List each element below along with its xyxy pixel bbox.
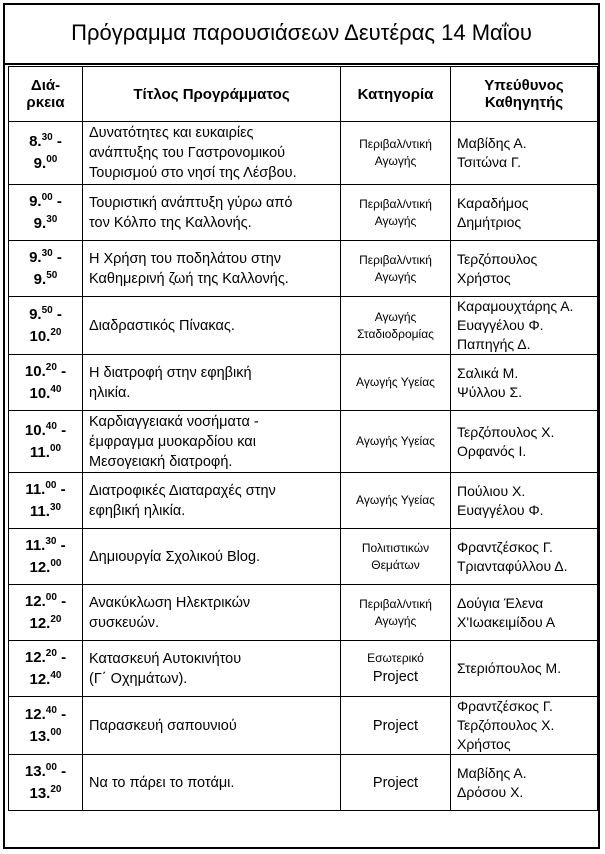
program-title-cell: Να το πάρει το ποτάμι. xyxy=(83,755,341,811)
time-cell xyxy=(9,585,83,641)
header-category: Κατηγορία xyxy=(341,67,451,122)
end-time: 13.20 xyxy=(29,783,62,802)
time-cell xyxy=(9,755,83,811)
start-time: 12.40 - xyxy=(24,704,67,723)
category-cell: Αγωγής Σταδιοδρομίας xyxy=(341,297,451,355)
time-cell xyxy=(9,297,83,355)
end-time: 12.00 xyxy=(29,557,62,576)
start-time: 10.40 - xyxy=(24,420,67,439)
responsible-cell: Μαβίδης Α. Δρόσου Χ. xyxy=(451,755,598,811)
start-time: 9.30 - xyxy=(29,247,62,266)
program-title-cell: Δημιουργία Σχολικού Blog. xyxy=(83,529,341,585)
start-time: 10.20 - xyxy=(24,361,67,380)
table-row xyxy=(9,641,598,697)
program-title-cell: Διαδραστικός Πίνακας. xyxy=(83,297,341,355)
time-cell xyxy=(9,697,83,755)
table-header-row xyxy=(9,67,598,122)
category-cell: Αγωγής Υγείας xyxy=(341,411,451,473)
time-cell xyxy=(9,241,83,297)
end-time: 11.30 xyxy=(29,501,62,520)
time-cell xyxy=(9,122,83,185)
table-row xyxy=(9,755,598,811)
responsible-cell: Δούγια Έλενα Χ'Ιωακειμίδου Α xyxy=(451,585,598,641)
time-cell xyxy=(9,355,83,411)
time-cell xyxy=(9,473,83,529)
responsible-cell: Καραδήμος Δημήτριος xyxy=(451,185,598,241)
end-time: 9.50 xyxy=(33,269,58,288)
start-time: 8.30 - xyxy=(29,132,62,150)
start-time: 9.50 - xyxy=(29,304,62,323)
responsible-cell: Καραμουχτάρης Α. Ευαγγέλου Φ. Παπηγής Δ. xyxy=(451,297,598,355)
responsible-cell: Τερζόπουλος Χ. Ορφανός Ι. xyxy=(451,411,598,473)
page-title: Πρόγραμμα παρουσιάσεων Δευτέρας 14 Μαΐου xyxy=(3,3,600,65)
end-time: 9.00 xyxy=(33,154,58,172)
time-cell xyxy=(9,185,83,241)
time-cell xyxy=(9,411,83,473)
table-row xyxy=(9,241,598,297)
end-time: 10.20 xyxy=(29,326,62,345)
category-cell: Περιβαλ/ντική Αγωγής xyxy=(341,241,451,297)
category-cell: Project xyxy=(341,755,451,811)
category-cell: Περιβαλ/ντική Αγωγής xyxy=(341,122,451,185)
start-time: 11.30 - xyxy=(25,535,66,554)
table-row xyxy=(9,697,598,755)
program-title-cell: Η Χρήση του ποδηλάτου στην Καθημερινή ζωή της Καλλονής. xyxy=(83,241,341,297)
category-cell: Εσωτερικό Project xyxy=(341,641,451,697)
start-time: 11.00 - xyxy=(25,479,66,498)
responsible-cell: Σαλικά Μ. Ψύλλου Σ. xyxy=(451,355,598,411)
program-title-cell: Παρασκευή σαπουνιού xyxy=(83,697,341,755)
category-cell: Περιβαλ/ντική Αγωγής xyxy=(341,185,451,241)
end-time: 12.20 xyxy=(29,613,62,632)
table-row xyxy=(9,585,598,641)
category-cell: Περιβαλ/ντική Αγωγής xyxy=(341,585,451,641)
responsible-cell: Μαβίδης Α. Τσιτώνα Γ. xyxy=(451,122,598,185)
program-title-cell: Καρδιαγγειακά νοσήματα - έμφραγμα μυοκαρδίου και Μεσογειακή διατροφή. xyxy=(83,411,341,473)
responsible-cell: Τερζόπουλος Χρήστος xyxy=(451,241,598,297)
header-duration: Διά- ρκεια xyxy=(9,67,83,122)
end-time: 13.00 xyxy=(29,726,62,745)
start-time: 13.00 - xyxy=(24,761,67,780)
program-title-cell: Δυνατότητες και ευκαιρίες ανάπτυξης του Γαστρονομικού Τουρισμού στο νησί της Λέσβου. xyxy=(83,122,341,185)
category-cell: Αγωγής Υγείας xyxy=(341,355,451,411)
header-responsible: Υπεύθυνος Καθηγητής xyxy=(451,67,598,122)
table-row xyxy=(9,355,598,411)
table-row xyxy=(9,122,598,185)
table-row xyxy=(9,529,598,585)
time-cell xyxy=(9,529,83,585)
program-title-cell: Ανακύκλωση Ηλεκτρικών συσκευών. xyxy=(83,585,341,641)
table-row xyxy=(9,185,598,241)
responsible-cell: Στεριόπουλος Μ. xyxy=(451,641,598,697)
table-row xyxy=(9,473,598,529)
program-title-cell: Η διατροφή στην εφηβική ηλικία. xyxy=(83,355,341,411)
category-cell: Αγωγής Υγείας xyxy=(341,473,451,529)
header-program-title: Τίτλος Προγράμματος xyxy=(83,67,341,122)
responsible-cell: Πούλιου Χ. Ευαγγέλου Φ. xyxy=(451,473,598,529)
category-cell: Project xyxy=(341,697,451,755)
table-row xyxy=(9,411,598,473)
program-title-cell: Τουριστική ανάπτυξη γύρω από τον Κόλπο της Καλλονής. xyxy=(83,185,341,241)
end-time: 11.00 xyxy=(29,442,62,461)
category-cell: Πολιτιστικών Θεμάτων xyxy=(341,529,451,585)
table-row xyxy=(9,297,598,355)
responsible-cell: Φραντζέσκος Γ. Τριανταφύλλου Δ. xyxy=(451,529,598,585)
start-time: 9.00 - xyxy=(29,191,62,210)
start-time: 12.00 - xyxy=(24,591,67,610)
program-title-cell: Κατασκευή Αυτοκινήτου (Γ΄ Οχημάτων). xyxy=(83,641,341,697)
end-time: 10.40 xyxy=(29,383,62,402)
end-time: 12.40 xyxy=(29,669,62,688)
schedule-table xyxy=(8,66,598,811)
responsible-cell: Φραντζέσκος Γ. Τερζόπουλος Χ. Χρήστος xyxy=(451,697,598,755)
end-time: 9.30 xyxy=(33,213,58,232)
time-cell xyxy=(9,641,83,697)
program-title-cell: Διατροφικές Διαταραχές στην εφηβική ηλικία. xyxy=(83,473,341,529)
start-time: 12.20 - xyxy=(24,647,67,666)
